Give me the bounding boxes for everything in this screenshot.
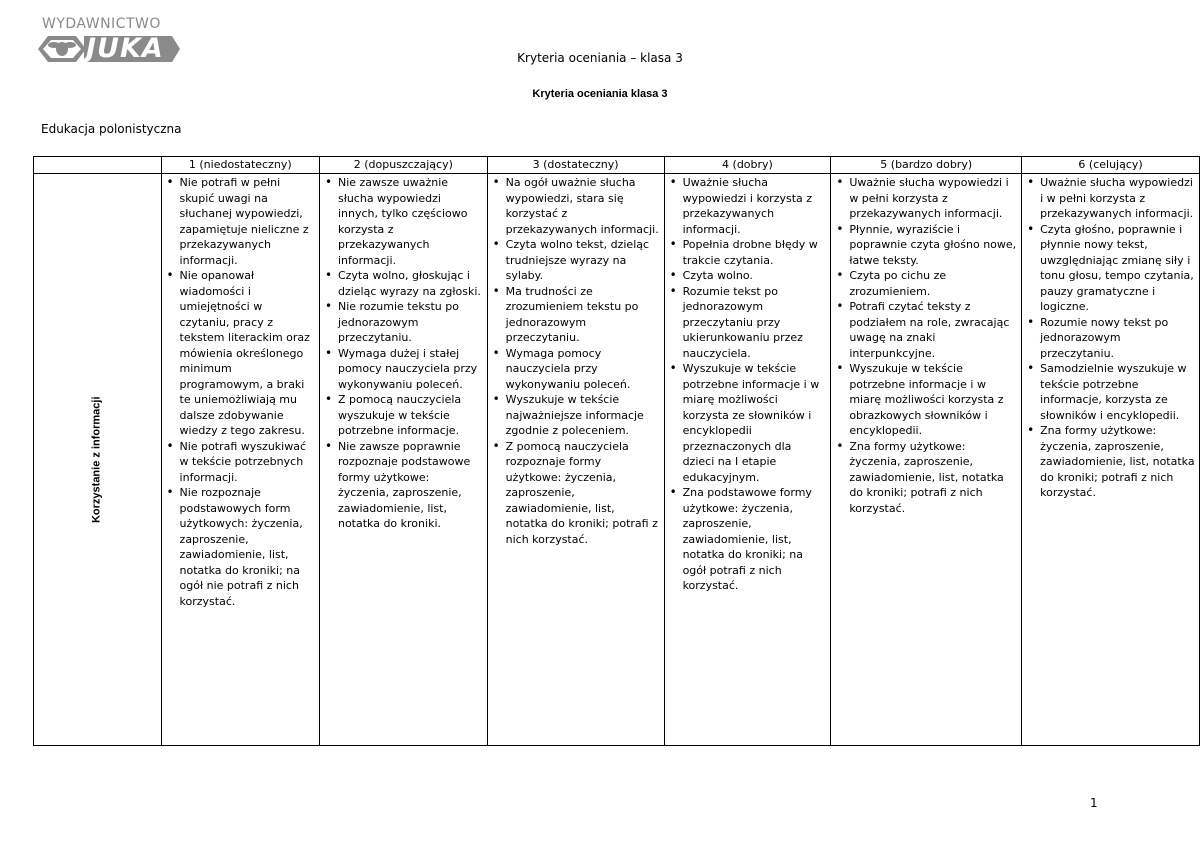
list-item: • Wymaga pomocy nauczyciela przy wykonywaniu poleceń. [491,346,660,393]
document-title: Kryteria oceniania klasa 3 [532,88,668,100]
list-item: • Czyta głośno, poprawnie i płynnie nowy tekst, uwzględniając zmianę siły i tonu głosu, tempo czytania, pauzy gramatyczne i logiczne. [1025,222,1195,315]
list-item: • Potrafi czytać teksty z podziałem na role, zwracając uwagę na znaki interpunkcyjne. [834,299,1017,361]
list-item: • Czyta wolno, głoskując i dzieląc wyrazy na zgłoski. [323,268,483,299]
list-item: • Nie zawsze uważnie słucha wypowiedzi innych, tylko częściowo korzysta z przekazywanych informacji. [323,175,483,268]
list-item: • Na ogół uważnie słucha wypowiedzi, stara się korzystać z przekazywanych informacji. [491,175,660,237]
list-item: • Popełnia drobne błędy w trakcie czytania. [668,237,827,268]
column-header: 4 (dobry) [664,157,831,174]
grade-6-cell [1022,174,1200,746]
list-item: • Samodzielnie wyszukuje w tekście potrzebne informacje, korzysta ze słowników i encyklopedii. [1025,361,1195,423]
column-header: 2 (dopuszczający) [319,157,487,174]
list-item: • Zna podstawowe formy użytkowe: życzenia, zaproszenie, zawiadomienie, list, notatka do kroniki; na ogół potrafi z nich korzystać. [668,485,827,594]
list-item: • Czyta po cichu ze zrozumieniem. [834,268,1017,299]
table-row [34,174,1200,746]
list-item: • Płynnie, wyraziście i poprawnie czyta głośno nowe, łatwe teksty. [834,222,1017,269]
document-header: Kryteria oceniania – klasa 3 [517,51,683,65]
grade-3-cell [487,174,664,746]
list-item: • Rozumie tekst po jednorazowym przeczytaniu przy ukierunkowaniu przez nauczyciela. [668,284,827,362]
column-header: 1 (niedostateczny) [161,157,319,174]
list-item: • Nie zawsze poprawnie rozpoznaje podstawowe formy użytkowe: życzenia, zaproszenie, zawiadomienie, list, notatka do kroniki. [323,439,483,532]
row-label: Korzystanie z informacji [90,396,103,524]
list-item: • Wyszukuje w tekście najważniejsze informacje zgodnie z poleceniem. [491,392,660,439]
criteria-table [33,156,1200,746]
list-item: • Zna formy użytkowe: życzenia, zaproszenie, zawiadomienie, list, notatka do kroniki; potrafi z nich korzystać. [834,439,1017,517]
list-item: • Nie rozumie tekstu po jednorazowym przeczytaniu. [323,299,483,346]
list-item: • Uważnie słucha wypowiedzi i korzysta z przekazywanych informacji. [668,175,827,237]
list-item: • Czyta wolno. [668,268,827,284]
list-item: • Uważnie słucha wypowiedzi i w pełni korzysta z przekazywanych informacji. [1025,175,1195,222]
list-item: • Wymaga dużej i stałej pomocy nauczyciela przy wykonywaniu poleceń. [323,346,483,393]
grade-2-cell [319,174,487,746]
row-label-cell [34,174,162,746]
logo-top-text: WYDAWNICTWO [42,16,161,32]
column-header: 5 (bardzo dobry) [831,157,1022,174]
list-item: • Nie potrafi wyszukiwać w tekście potrzebnych informacji. [165,439,315,486]
list-item: • Czyta wolno tekst, dzieląc trudniejsze wyrazy na sylaby. [491,237,660,284]
logo-main-text: JUKA [86,33,164,64]
list-item: • Uważnie słucha wypowiedzi i w pełni korzysta z przekazywanych informacji. [834,175,1017,222]
list-item: • Ma trudności ze zrozumieniem tekstu po jednorazowym przeczytaniu. [491,284,660,346]
grade-4-cell [664,174,831,746]
column-header: 6 (celujący) [1022,157,1200,174]
column-header: 3 (dostateczny) [487,157,664,174]
list-item: • Z pomocą nauczyciela wyszukuje w tekście potrzebne informacje. [323,392,483,439]
list-item: • Nie opanował wiadomości i umiejętności w czytaniu, pracy z tekstem literackim oraz mówienia określonego minimum programowym, a braki te uniemożliwiają mu dalsze zdobywanie wiedzy z tego zakresu. [165,268,315,439]
list-item: • Wyszukuje w tekście potrzebne informacje i w miarę możliwości korzysta ze słowników i encyklopedii przeznaczonych dla dzieci na I etapie edukacyjnym. [668,361,827,485]
grade-1-cell [161,174,319,746]
list-item: • Rozumie nowy tekst po jednorazowym przeczytaniu. [1025,315,1195,362]
section-heading: Edukacja polonistyczna [41,122,182,136]
page-number: 1 [1090,796,1098,810]
list-item: • Z pomocą nauczyciela rozpoznaje formy użytkowe: życzenia, zaproszenie, zawiadomienie, list, notatka do kroniki; potrafi z nich korzystać. [491,439,660,548]
list-item: • Nie potrafi w pełni skupić uwagi na słuchanej wypowiedzi, zapamiętuje nieliczne z przekazywanych informacji. [165,175,315,268]
list-item: • Nie rozpoznaje podstawowych form użytkowych: życzenia, zaproszenie, zawiadomienie, list, notatka do kroniki; na ogół nie potrafi z nich korzystać. [165,485,315,609]
column-header [34,157,162,174]
list-item: • Wyszukuje w tekście potrzebne informacje i w miarę możliwości korzysta z obrazkowych słowników i encyklopedii. [834,361,1017,439]
grade-5-cell [831,174,1022,746]
list-item: • Zna formy użytkowe: życzenia, zaproszenie, zawiadomienie, list, notatka do kroniki; potrafi z nich korzystać. [1025,423,1195,501]
table-header-row [34,157,1200,174]
